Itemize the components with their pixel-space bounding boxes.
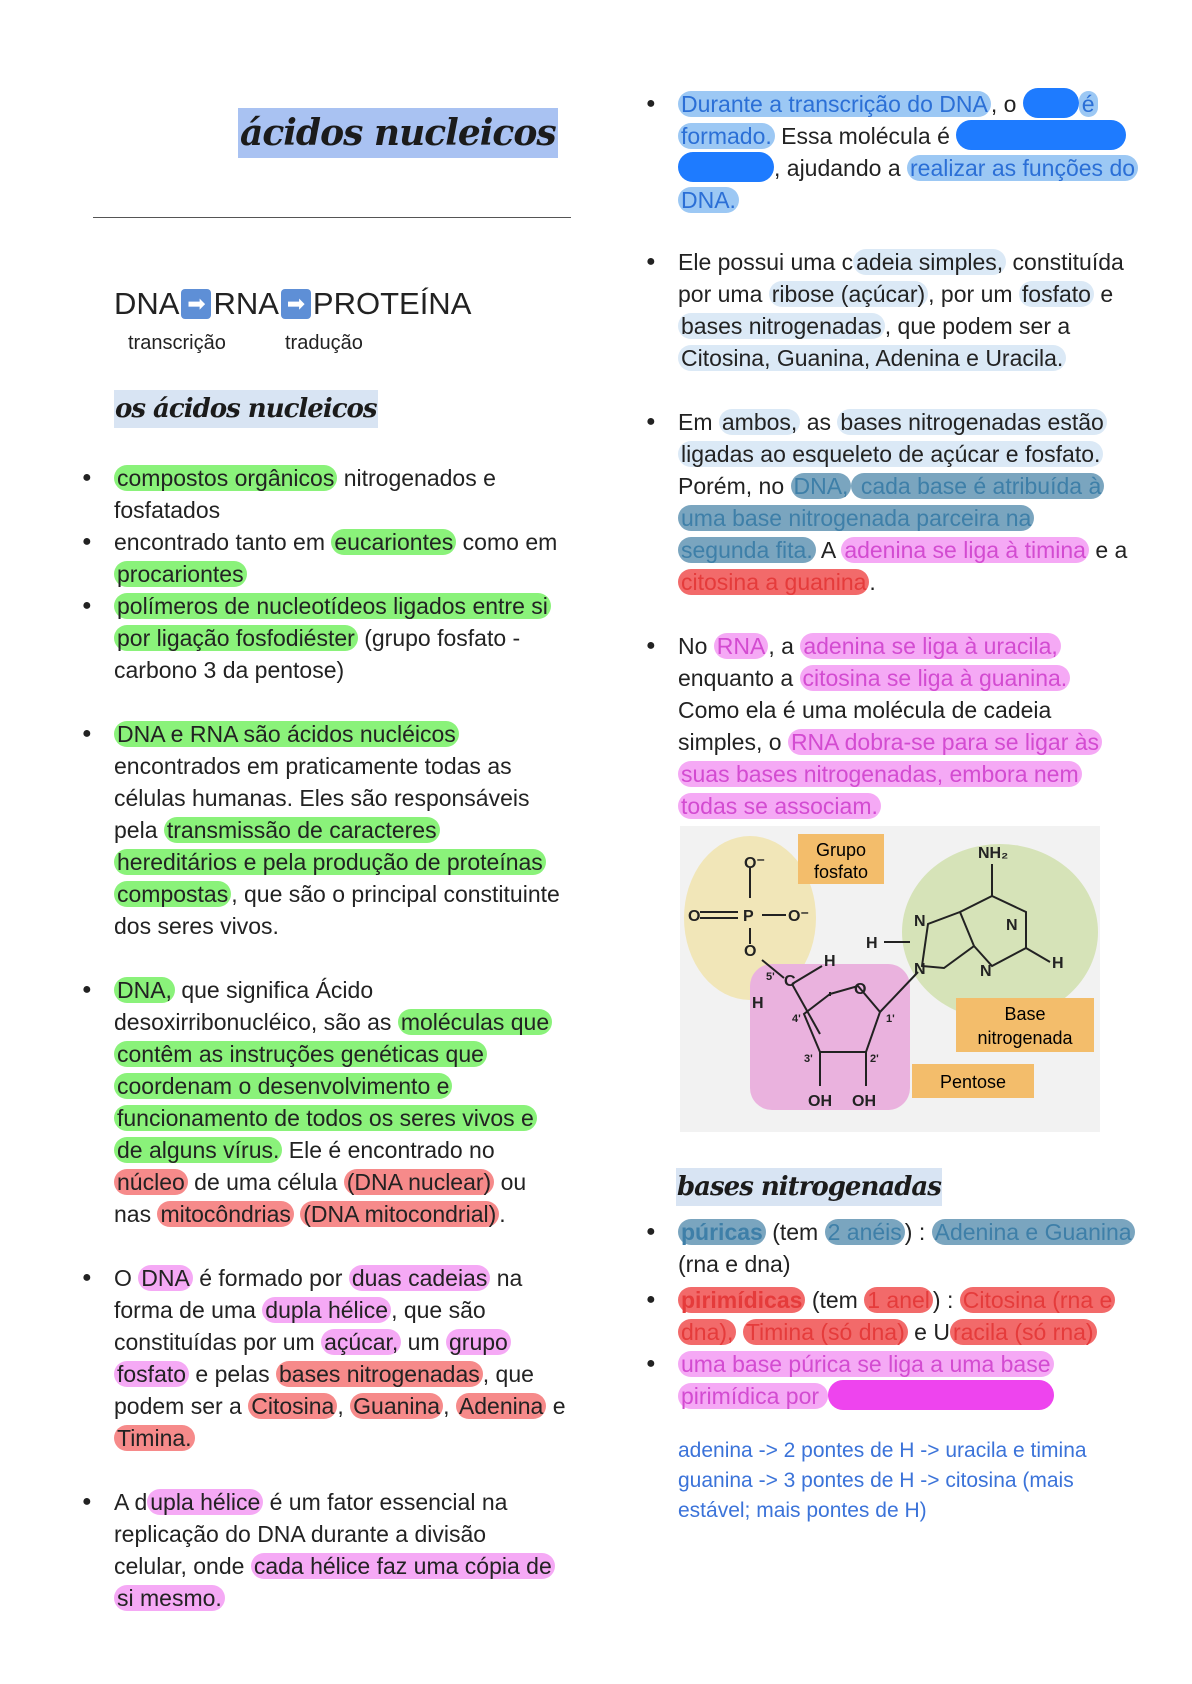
highlight: todas se associam. xyxy=(678,793,881,819)
atom-oh: OH xyxy=(852,1093,876,1110)
highlight: fosfato xyxy=(114,1361,189,1387)
text: No xyxy=(678,633,714,659)
arrow-right-icon: ➡ xyxy=(181,289,211,319)
highlight: adenina se liga à uracila, xyxy=(800,633,1060,659)
base-region xyxy=(902,844,1098,1020)
text: Ele é encontrado no xyxy=(282,1137,495,1163)
text: , ajudando a xyxy=(774,155,908,181)
highlight: DNA. xyxy=(678,187,739,213)
text: desoxirribonucléico, são as xyxy=(114,1009,398,1035)
bullet-icon: ● xyxy=(82,469,92,486)
highlight: racila (só rna) xyxy=(950,1319,1097,1345)
highlight: DNA xyxy=(138,1265,193,1291)
note-line: adenina -> 2 pontes de H -> uracila e timina xyxy=(678,1439,1087,1462)
atom-h: H xyxy=(752,995,764,1012)
text: simples, o xyxy=(678,729,788,755)
highlight: (DNA mitocondrial) xyxy=(300,1201,499,1227)
highlight: RNA dobra-se para se ligar às xyxy=(788,729,1102,755)
highlight: mitocôndrias xyxy=(157,1201,293,1227)
highlight: (DNA nuclear) xyxy=(344,1169,494,1195)
text: nas xyxy=(114,1201,158,1227)
list-item xyxy=(646,246,1158,374)
text: (tem xyxy=(805,1287,865,1313)
atom-h: H xyxy=(866,935,878,952)
bullet-icon: ● xyxy=(646,1291,656,1308)
text: as xyxy=(800,409,838,435)
text: A d xyxy=(114,1489,148,1515)
highlight: Guanina xyxy=(350,1393,443,1419)
highlight: adeia simples, xyxy=(853,249,1006,275)
highlight: compostas xyxy=(114,881,231,907)
bullet-icon: ● xyxy=(82,981,92,998)
highlight: si mesmo. xyxy=(114,1585,225,1611)
text: como em xyxy=(456,529,558,555)
text: constituídas por um xyxy=(114,1329,322,1355)
list-item xyxy=(82,718,604,942)
highlight: uma base púrica se liga a uma base xyxy=(678,1351,1054,1377)
text: , que são o principal constituinte xyxy=(231,881,560,907)
flow-label-translation: tradução xyxy=(285,332,363,354)
flow-dna: DNA xyxy=(114,286,180,321)
highlight: compostos orgânicos xyxy=(114,465,337,491)
text: Ele possui uma c xyxy=(678,249,854,275)
text: , que podem ser a xyxy=(884,313,1071,339)
text: e xyxy=(1093,281,1114,307)
atom-n: N xyxy=(914,961,926,978)
highlight: DNA e RNA são ácidos nucléicos xyxy=(114,721,459,747)
bullet-icon: ● xyxy=(646,1355,656,1372)
text: (grupo fosfato - xyxy=(357,625,521,651)
text: , que são xyxy=(391,1297,486,1323)
divider xyxy=(93,217,571,218)
text: . xyxy=(869,569,876,595)
highlight: citosina a guanina xyxy=(678,569,869,595)
text: podem ser a xyxy=(114,1393,249,1419)
atom-o-minus: O⁻ xyxy=(744,855,765,872)
text: nitrogenados e xyxy=(337,465,496,491)
highlight: fosfato xyxy=(1019,281,1094,307)
atom-c: C xyxy=(784,973,796,990)
list-item xyxy=(646,630,1168,822)
text: e a xyxy=(1088,537,1128,563)
text: enquanto a xyxy=(678,665,800,691)
label-base: Base xyxy=(1004,1004,1046,1024)
bond-note xyxy=(678,1436,1138,1526)
highlight: bases nitrogenadas xyxy=(678,313,885,339)
text: é um fator essencial na xyxy=(263,1489,508,1515)
highlight: RNA xyxy=(714,633,769,659)
atom-n: N xyxy=(980,963,992,980)
c3-label: 3' xyxy=(804,1053,813,1065)
highlight: dupla hélice xyxy=(262,1297,391,1323)
note-line: guanina -> 3 pontes de H -> citosina (mais xyxy=(678,1469,1074,1492)
text: células humanas. Eles são responsáveis xyxy=(114,785,530,811)
highlight: segunda fita. xyxy=(678,537,816,563)
text: ) : xyxy=(904,1219,932,1245)
nucleotide-svg xyxy=(680,826,1100,1132)
atom-nh2: NH₂ xyxy=(978,845,1009,862)
nucleotide-diagram xyxy=(680,826,1100,1132)
text: de uma célula xyxy=(187,1169,344,1195)
bullet-icon: ● xyxy=(82,597,92,614)
text: A xyxy=(815,537,842,563)
c1-label: 1' xyxy=(886,1013,895,1025)
text: , xyxy=(443,1393,456,1419)
highlight: Citosina, Guanina, Adenina e Uracila. xyxy=(678,345,1066,371)
highlight: coordenam o desenvolvimento e xyxy=(114,1073,452,1099)
atom-n: N xyxy=(1006,917,1018,934)
bullet-icon: ● xyxy=(646,637,656,654)
flow-rna: RNA xyxy=(213,286,279,321)
highlight: polímeros de nucleotídeos ligados entre si xyxy=(114,593,551,619)
list-item xyxy=(82,590,594,686)
text: um xyxy=(401,1329,446,1355)
highlight: grupo xyxy=(446,1329,511,1355)
highlight: é xyxy=(1079,91,1098,117)
highlight: realizar as funções do xyxy=(907,155,1138,181)
highlight: púricas xyxy=(678,1219,766,1245)
text: . xyxy=(499,1201,506,1227)
highlight: adenina se liga à timina xyxy=(841,537,1089,563)
text: pela xyxy=(114,817,164,843)
atom-p: P xyxy=(743,908,754,925)
arrow-right-icon: ➡ xyxy=(281,289,311,319)
text: Essa molécula é xyxy=(774,123,957,149)
list-item xyxy=(82,1486,604,1614)
text: O xyxy=(114,1265,139,1291)
text: e xyxy=(907,1319,934,1345)
highlight: ligadas ao esqueleto de açúcar e fosfato. xyxy=(678,441,1103,467)
text: Em xyxy=(678,409,719,435)
highlight: por ligação fosfodiéster xyxy=(114,625,358,651)
atom-o-minus: O⁻ xyxy=(788,908,809,925)
atom-h: H xyxy=(824,953,836,970)
text xyxy=(736,1319,742,1345)
highlight: bases nitrogenadas xyxy=(276,1361,483,1387)
bullet-icon: ● xyxy=(646,1223,656,1240)
highlight: pirimídicas xyxy=(678,1287,805,1313)
text: e xyxy=(546,1393,566,1419)
redaction-blur xyxy=(956,120,1126,150)
bullet-icon: ● xyxy=(82,1493,92,1510)
bullet-icon: ● xyxy=(82,1269,92,1286)
text: , o xyxy=(990,91,1023,117)
highlight: moléculas que xyxy=(398,1009,552,1035)
text: fosfatados xyxy=(114,497,221,523)
atom-o: O xyxy=(854,981,867,998)
c5-label: 5' xyxy=(766,971,775,983)
highlight: cada base é atribuída à xyxy=(851,473,1104,499)
atom-o: O xyxy=(688,908,701,925)
highlight: dna), xyxy=(678,1319,736,1345)
atom-h: H xyxy=(1052,955,1064,972)
list-item xyxy=(646,1348,1168,1412)
bullet-icon: ● xyxy=(82,725,92,742)
text: ou xyxy=(494,1169,527,1195)
highlight: formado. xyxy=(678,123,775,149)
text: celular, onde xyxy=(114,1553,251,1579)
list-item xyxy=(646,406,1168,598)
bullet-icon: ● xyxy=(82,533,92,550)
list-item xyxy=(82,974,604,1230)
text: e pelas xyxy=(189,1361,276,1387)
highlight: cada hélice faz uma cópia de xyxy=(251,1553,555,1579)
text: , por um xyxy=(928,281,1019,307)
list-item xyxy=(646,88,1158,216)
central-dogma-flow xyxy=(114,286,471,322)
text: (rna e dna) xyxy=(678,1251,791,1277)
highlight: bases nitrogenadas estão xyxy=(837,409,1106,435)
text: , xyxy=(337,1393,351,1419)
highlight: açúcar, xyxy=(321,1329,401,1355)
list-item xyxy=(646,1284,1168,1348)
text: que significa Ácido xyxy=(174,977,374,1003)
text: constituída xyxy=(1006,249,1124,275)
text: encontrado tanto em xyxy=(114,529,332,555)
text: , que xyxy=(482,1361,534,1387)
atom-oh: OH xyxy=(808,1093,832,1110)
right-subheading: bases nitrogenadas xyxy=(676,1168,942,1206)
list-item xyxy=(82,462,584,526)
page-title: ácidos nucleicos xyxy=(238,108,558,158)
text: , a xyxy=(768,633,801,659)
highlight: hereditários e pela produção de proteínas xyxy=(114,849,546,875)
label-grupo: Grupo xyxy=(815,840,867,860)
text: dos seres vivos. xyxy=(114,913,279,939)
list-item xyxy=(82,526,594,590)
highlight: núcleo xyxy=(114,1169,188,1195)
highlight: Citosina xyxy=(248,1393,337,1419)
text: U xyxy=(933,1319,950,1345)
highlight: ambos, xyxy=(719,409,800,435)
left-subheading: os ácidos nucleicos xyxy=(114,390,378,428)
list-item xyxy=(82,1262,604,1454)
text: encontrados em praticamente todas as xyxy=(114,753,512,779)
text: ) : xyxy=(932,1287,960,1313)
label-fosfato: fosfato xyxy=(813,862,869,882)
text: é formado por xyxy=(192,1265,349,1291)
redaction-blur xyxy=(678,152,774,182)
label-nitrogenada: nitrogenada xyxy=(977,1028,1073,1048)
highlight: Timina. xyxy=(114,1425,195,1451)
note-line: estável; mais pontes de H) xyxy=(678,1499,927,1522)
highlight: suas bases nitrogenadas, embora nem xyxy=(678,761,1082,787)
highlight: de alguns vírus. xyxy=(114,1137,282,1163)
text: Porém, no xyxy=(678,473,791,499)
atom-n: N xyxy=(914,913,926,930)
highlight: funcionamento de todos os seres vivos e xyxy=(114,1105,537,1131)
redaction-blur xyxy=(1023,88,1079,118)
highlight: 1 anel xyxy=(864,1287,933,1313)
text: replicação do DNA durante a divisão xyxy=(114,1521,487,1547)
pentose-region xyxy=(750,964,910,1110)
highlight: procariontes xyxy=(114,561,247,587)
highlight: Adenina xyxy=(456,1393,546,1419)
bullet-icon: ● xyxy=(646,253,656,270)
highlight: ribose (açúcar) xyxy=(769,281,928,307)
highlight: citosina se liga à guanina. xyxy=(800,665,1071,691)
text: Como ela é uma molécula de cadeia xyxy=(678,697,1052,723)
c4-label: 4' xyxy=(792,1013,801,1025)
highlight: Adenina e Guanina xyxy=(932,1219,1135,1245)
atom-o: O xyxy=(744,943,757,960)
label-pentose: Pentose xyxy=(939,1072,1007,1092)
highlight: pirimídica por xyxy=(678,1383,828,1409)
highlight: uma base nitrogenada parceira na xyxy=(678,505,1034,531)
text: na xyxy=(490,1265,523,1291)
highlight: Durante a transcrição do DNA xyxy=(678,91,991,117)
highlight: 2 anéis xyxy=(825,1219,905,1245)
flow-protein: PROTEÍNA xyxy=(312,286,472,321)
highlight: contêm as instruções genéticas que xyxy=(114,1041,487,1067)
highlight: DNA, xyxy=(791,473,852,499)
bullet-icon: ● xyxy=(646,95,656,112)
bullet-icon: ● xyxy=(646,413,656,430)
text: por uma xyxy=(678,281,769,307)
highlight: duas cadeias xyxy=(349,1265,491,1291)
flow-label-transcription: transcrição xyxy=(128,332,226,354)
text: carbono 3 da pentose) xyxy=(114,657,345,683)
highlight: transmissão de caracteres xyxy=(164,817,440,843)
redaction-blur xyxy=(828,1380,1054,1410)
highlight: eucariontes xyxy=(331,529,456,555)
highlight: Citosina (rna e xyxy=(960,1287,1116,1313)
c2-label: 2' xyxy=(870,1053,879,1065)
highlight: DNA, xyxy=(114,977,175,1003)
highlight: Timina (só dna) xyxy=(743,1319,908,1345)
text: forma de uma xyxy=(114,1297,263,1323)
text: (tem xyxy=(765,1219,825,1245)
list-item xyxy=(646,1216,1168,1280)
highlight: upla hélice xyxy=(147,1489,263,1515)
